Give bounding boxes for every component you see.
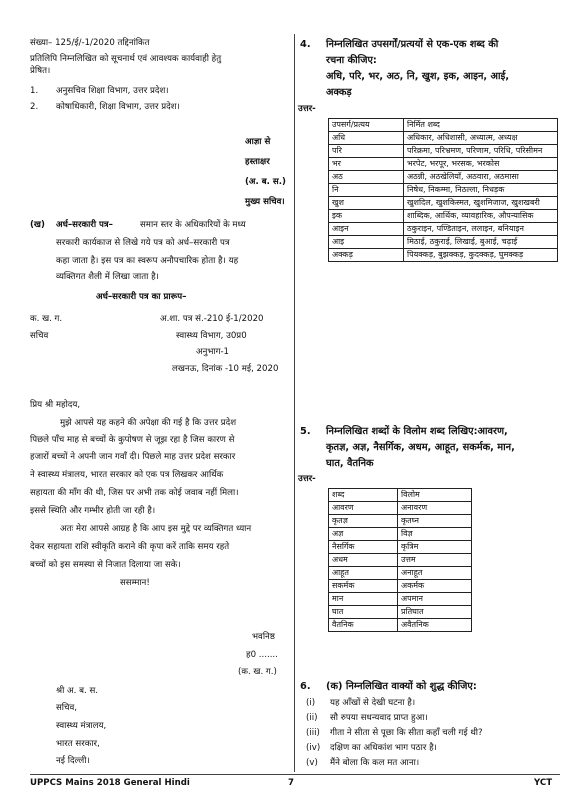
table-row xyxy=(329,554,472,567)
table-cell: अकर्मक xyxy=(398,580,472,593)
table-cell: खुशदिल, खुशकिस्मत, खुशमिजाज, खुशखबरी xyxy=(404,197,558,210)
table-header-row xyxy=(329,489,472,502)
section-label: (ख) xyxy=(30,220,45,230)
table-row xyxy=(329,236,558,249)
para-line: सरकारी कार्यकाज से लिखे गये पत्र को अर्ध–सरकारी पत्र xyxy=(56,238,230,248)
sentence-number: (ii) xyxy=(306,713,318,723)
para-line: पिछले पाँच माह से बच्चों के कुपोषण से जूझ रहा है जिस कारण से xyxy=(30,435,235,445)
affix-table xyxy=(328,118,558,262)
question-line: कृतज्ञ, अज्ञ, नैसर्गिक, अधम, आहूत, सकर्मक, मान, xyxy=(326,442,515,453)
format-title: अर्ध–सरकारी पत्र का प्रारूप– xyxy=(96,292,187,302)
addressee-line: भारत सरकार, xyxy=(56,739,100,749)
reference-number: संख्या– 125/ई/-1/2020 तद्दिनांकित xyxy=(30,38,150,48)
sentence-text: गीता ने सीता से पूछा कि सीता कहाँ चली गई थी? xyxy=(330,728,483,738)
copy-text-line: प्रतिलिपि निम्नलिखित को सूचनार्थ एवं आवश्यक कार्यवाही हेतु xyxy=(30,54,222,64)
para-line: हजारों बच्चों ने अपनी जान गवाँ दी। पिछले माह उत्तर प्रदेश सरकार xyxy=(30,452,236,462)
table-row xyxy=(329,567,472,580)
table-cell: खुश xyxy=(329,197,404,210)
table-row xyxy=(329,528,472,541)
para-line: बच्चों को इस समस्या से निजात दिलाया जा सके। xyxy=(30,560,181,570)
table-cell: इक xyxy=(329,210,404,223)
table-row xyxy=(329,223,558,236)
table-cell: मिठाई, ठकुराई, लिखाई, बुआई, चढ़ाई xyxy=(404,236,558,249)
table-row xyxy=(329,184,558,197)
table-cell: विज्ञ xyxy=(398,528,472,541)
table-cell: मान xyxy=(329,593,398,606)
question-heading: (क) निम्नलिखित वाक्यों को शुद्ध कीजिए: xyxy=(326,681,477,692)
table-cell: अधिकार, अधिशासी, अध्यात्म, अध्यक्ष xyxy=(404,132,558,145)
table-header-cell: विलोम xyxy=(398,489,472,502)
table-cell: प्रतिघात xyxy=(398,606,472,619)
table-cell: भरपेट, भरपूर, भरसक, भरकोस xyxy=(404,158,558,171)
table-cell: कृतघ्न xyxy=(398,515,472,528)
table-cell: वैतनिक xyxy=(329,619,398,632)
page-number: 7 xyxy=(288,778,294,788)
section-number: अनुभाग-1 xyxy=(196,347,230,357)
answer-label: उत्तर- xyxy=(298,474,316,484)
para-line: ने स्वास्थ्य मंत्रालय, भारत सरकार को एक पत्र लिखकर आर्थिक xyxy=(30,470,224,480)
table-cell: ठकुराइन, पण्डिताइन, ललाइन, बनियाइन xyxy=(404,223,558,236)
table-cell: अक्कड़ xyxy=(329,249,404,262)
copy-text-line: प्रेषित। xyxy=(30,66,51,76)
table-cell: अवैतनिक xyxy=(398,619,472,632)
table-row xyxy=(329,580,472,593)
table-cell: अधि xyxy=(329,132,404,145)
closing-yours: भवनिष्ठ xyxy=(252,632,275,642)
question-line: रचना कीजिए: xyxy=(326,55,377,66)
table-row xyxy=(329,502,472,515)
table-cell: अठ xyxy=(329,171,404,184)
question-line: अक्कड़ xyxy=(326,87,352,98)
question-line: घात, वैतनिक xyxy=(326,458,374,469)
sign-post: मुख्य सचिव। xyxy=(245,197,285,207)
salutation: प्रिय श्री महोदय, xyxy=(30,400,81,410)
table-cell: आवरण xyxy=(329,502,398,515)
table-cell: अज्ञ xyxy=(329,528,398,541)
table-row xyxy=(329,593,472,606)
sentence-number: (i) xyxy=(306,698,316,708)
table-row xyxy=(329,145,558,158)
table-cell: सकर्मक xyxy=(329,580,398,593)
sender-post: सचिव xyxy=(30,331,49,341)
table-cell: नि xyxy=(329,184,404,197)
footer-rule xyxy=(30,774,560,775)
regards: ससम्मान! xyxy=(120,578,150,588)
sender-name: क. ख. ग. xyxy=(30,314,63,324)
sentence-number: (iii) xyxy=(306,728,320,738)
addressee-line: श्री अ. ब. स. xyxy=(56,686,98,696)
para-line: सहायता की माँग की थी, जिस पर अभी तक कोई जवाब नहीं मिला। xyxy=(30,488,239,498)
recipient-number: 2. xyxy=(30,102,39,112)
question-line: निम्नलिखित उपसर्गों/प्रत्ययों से एक-एक शब्द की xyxy=(326,39,499,50)
letter-number: अ.शा. पत्र सं.-210 ई-1/2020 xyxy=(160,314,264,324)
closing-sign: ह0 ....... xyxy=(246,650,278,660)
sentence-text: मैंने बोला कि कल मत आना। xyxy=(330,758,420,768)
signature-line: हस्ताक्षर xyxy=(245,157,270,167)
recipient-text: कोषाधिकारी, शिक्षा विभाग, उत्तर प्रदेश। xyxy=(56,102,180,112)
addressee-line: स्वास्थ्य मंत्रालय, xyxy=(56,721,107,731)
table-cell: कृत्रिम xyxy=(398,541,472,554)
answer-label: उत्तर- xyxy=(298,104,316,114)
table-cell: नैसर्गिक xyxy=(329,541,398,554)
table-cell: पियक्कड़, बुझक्कड़, कुदक्कड़, घुमक्कड़ xyxy=(404,249,558,262)
table-cell: आइन xyxy=(329,223,404,236)
table-row xyxy=(329,210,558,223)
place-date: लखनऊ, दिनांक -10 मई, 2020 xyxy=(172,364,279,374)
table-cell: घात xyxy=(329,606,398,619)
table-cell: आइ xyxy=(329,236,404,249)
table-row xyxy=(329,158,558,171)
antonym-table xyxy=(328,488,472,632)
table-header-row xyxy=(329,119,558,132)
question-line: निम्नलिखित शब्दों के विलोम शब्द लिखिए:आवरण, xyxy=(326,426,508,437)
table-cell: अपमान xyxy=(398,593,472,606)
sign-initials: (अ. ब. स.) xyxy=(245,177,286,187)
table-cell: परिक्रमा, परिभ्रमण, परिणाम, परिधि, परिसीमन xyxy=(404,145,558,158)
para-line: मुझे आपसे यह कहने की अपेक्षा की गई है कि उत्तर प्रदेश xyxy=(60,418,237,428)
table-cell: परि xyxy=(329,145,404,158)
order-line: आज्ञा से xyxy=(245,137,271,147)
question-number: 4. xyxy=(300,39,311,50)
footer-brand: YCT xyxy=(534,778,553,788)
footer-title: UPPCS Mains 2018 General Hindi xyxy=(30,778,190,788)
table-cell: उत्तम xyxy=(398,554,472,567)
question-line: अधि, परि, भर, अठ, नि, खुश, इक, आइन, आई, xyxy=(326,71,510,82)
table-row xyxy=(329,606,472,619)
sentence-text: यह आँखों से देखी घटना है। xyxy=(330,698,416,708)
sentence-text: सौ रुपया सधन्यवाद प्राप्त हुआ। xyxy=(330,713,428,723)
para-line: समान स्तर के अधिकारियों के मध्य xyxy=(140,220,246,230)
table-cell: निषेध, निकम्मा, निठल्ला, निधड़क xyxy=(404,184,558,197)
table-row xyxy=(329,515,472,528)
recipient-number: 1. xyxy=(30,86,39,96)
para-line: कहा जाता है। इस पत्र का स्वरूप अनौपचारिक होता है। यह xyxy=(56,256,239,266)
table-row xyxy=(329,249,558,262)
addressee-line: नई दिल्ली। xyxy=(56,756,90,766)
sentence-text: दक्षिण का अधिकांश भाग पठार है। xyxy=(330,743,437,753)
question-number: 5. xyxy=(300,426,311,437)
table-header-cell: शब्द xyxy=(329,489,398,502)
para-line: देकर सहायता राशि स्वीकृति कराने की कृपा करें ताकि समय रहते xyxy=(30,542,230,552)
table-header-cell: उपसर्ग/प्रत्यय xyxy=(329,119,404,132)
sentence-number: (iv) xyxy=(306,743,321,753)
para-line: अतः मेरा आपसे आग्रह है कि आप इस मुद्दे पर व्यक्तिगत ध्यान xyxy=(60,524,252,534)
column-divider xyxy=(294,34,295,772)
table-cell: कृतज्ञ xyxy=(329,515,398,528)
section-heading: अर्ध–सरकारी पत्र– xyxy=(56,220,113,230)
sentence-number: (v) xyxy=(306,758,318,768)
table-row xyxy=(329,171,558,184)
table-cell: अधम xyxy=(329,554,398,567)
table-row xyxy=(329,541,472,554)
table-row xyxy=(329,132,558,145)
department: स्वास्थ्य विभाग, उ0प्र0 xyxy=(176,331,247,341)
table-cell: आहूत xyxy=(329,567,398,580)
table-header-cell: निर्मित शब्द xyxy=(404,119,558,132)
question-number: 6. xyxy=(300,681,311,692)
table-row xyxy=(329,619,472,632)
recipient-text: अनुसचिव शिक्षा विभाग, उत्तर प्रदेश। xyxy=(56,86,169,96)
table-cell: शाब्दिक, आर्थिक, व्यावहारिक, औपन्यासिक xyxy=(404,210,558,223)
table-cell: अनावरण xyxy=(398,502,472,515)
closing-initials: (क. ख. ग.) xyxy=(238,667,277,677)
addressee-line: सचिव, xyxy=(56,703,78,713)
table-cell: भर xyxy=(329,158,404,171)
table-cell: अठन्नी, अठखेलियाँ, अठवारा, अठमासा xyxy=(404,171,558,184)
table-row xyxy=(329,197,558,210)
para-line: व्यक्तिगत शैली में लिखा जाता है। xyxy=(56,272,159,282)
table-cell: अनाहूत xyxy=(398,567,472,580)
para-line: इससे स्थिति और गम्भीर होती जा रही है। xyxy=(30,506,156,516)
